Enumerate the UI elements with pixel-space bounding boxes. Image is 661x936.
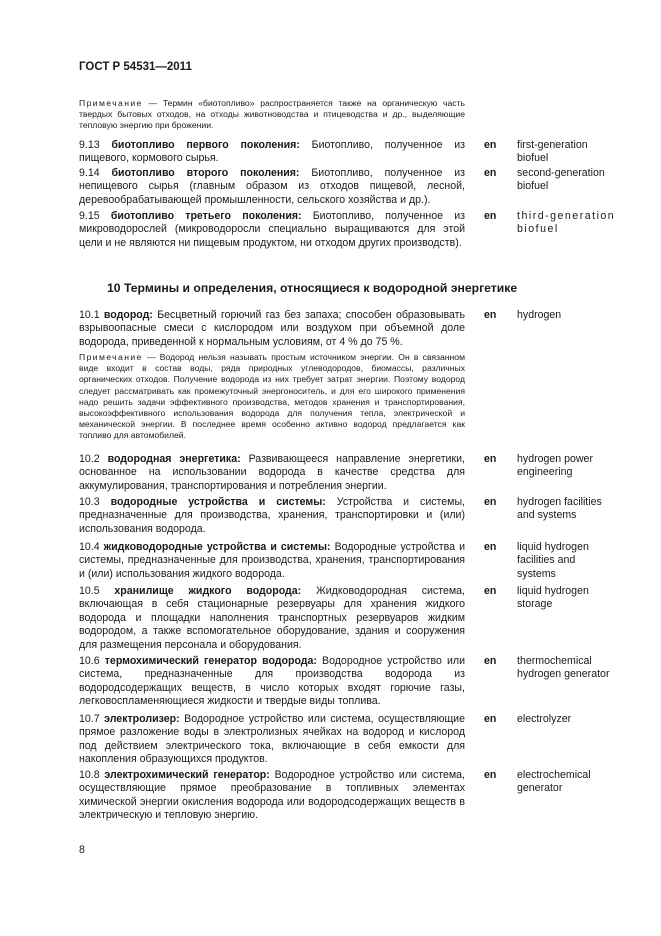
term-name: жидководородные устройства и системы: — [103, 541, 331, 553]
term-number: 10.4 — [79, 541, 100, 553]
lang-code: en — [484, 713, 497, 725]
term-entry-10-3 — [79, 496, 465, 536]
page-number: 8 — [79, 844, 85, 856]
document-header: ГОСТ Р 54531—2011 — [79, 61, 192, 73]
note-text: — Термин «биотопливо» распространяется также на органическую часть твердых бытовых отходов, на отходы животноводства и птицеводства и др., выделяющие тепловую энергию при брожении. — [79, 98, 465, 131]
term-name: биотопливо второго поколения: — [111, 167, 300, 179]
lang-code: en — [484, 309, 497, 321]
english-equivalent: first-generation biofuel — [517, 139, 588, 165]
english-equivalent: electrochemical generator — [517, 769, 591, 795]
english-equivalent: hydrogen — [517, 309, 562, 321]
english-equivalent: hydrogen power engineering — [517, 453, 593, 479]
term-name: электролизер: — [104, 713, 180, 725]
term-entry-10-1 — [79, 309, 465, 349]
note-biofuel — [79, 98, 465, 132]
english-equivalent: liquid hydrogen storage — [517, 585, 589, 611]
term-definition: Биотопливо, полученное из непищевого сырья (главным образом из отходов пищевой, лесной, деревообрабатывающей промышленности, сельского хозяйства и др.). — [79, 167, 465, 206]
term-entry-10-7 — [79, 713, 465, 767]
term-number: 10.2 — [79, 453, 100, 465]
term-definition: Водородное устройство или система, осуществляющие прямое преобразование в топливных элементах химической энергии окисления водорода или водородсодержащих веществ в электрическую и тепловую энергию. — [79, 769, 465, 822]
term-entry-9-14 — [79, 167, 465, 207]
lang-code: en — [484, 167, 497, 179]
term-name: водород: — [103, 309, 153, 321]
term-definition: Водородное устройство или система, осуществляющие прямое разложение воды в электролизных ячейках на водород и кислород под действием электрического тока, включающие в себя емкости для накопления образующихся продуктов. — [79, 713, 465, 766]
term-name: электрохимический генератор: — [104, 769, 270, 781]
section-title: 10 Термины и определения, относящиеся к водородной энергетике — [107, 281, 518, 295]
term-name: биотопливо третьего поколения: — [110, 210, 302, 222]
english-equivalent: thermochemical hydrogen generator — [517, 655, 610, 681]
term-definition: Водородное устройство или система, предназначенные для производства водорода из водородсодержащих веществ, в число которых входят горючие газы, легковоспламеняющиеся жидкости и твердые виды топлива. — [79, 655, 465, 708]
term-definition: Водородные устройства и системы, предназначенные для производства, хранения, транспортирования и (или) использования жидкого водорода. — [79, 541, 465, 580]
term-definition: Устройства и системы, предназначенные для производства, хранения, транспортировки и (или) использования водорода. — [79, 496, 465, 535]
english-equivalent: second-generation biofuel — [517, 167, 605, 193]
term-entry-10-6 — [79, 655, 465, 709]
english-equivalent: liquid hydrogen facilities and systems — [517, 541, 589, 580]
term-definition: Развивающееся направление энергетики, основанное на использовании водорода в качестве средства для аккумулирования, транспортирования и потребления энергии. — [79, 453, 465, 492]
note-text: — Водород нельзя называть простым источником энергии. Он в связанном виде входит в состав воды, ряда природных углеводородов, биомассы, различных органических отходов. Получение водорода из них требует затрат энергии. Поэтому водород следует рассматривать как промежуточный энергоноситель, и для его широкого применения надо решить задачи эффективного производства, методов хранения и транспортирования, высокоэффективного использования водорода для получения тепла, электрической и механической энергии. В последнее время особенно активно водород предлагается как топливо для автомобилей. — [79, 352, 465, 441]
lang-code: en — [484, 585, 497, 597]
term-entry-10-8 — [79, 769, 465, 823]
lang-code: en — [484, 210, 497, 222]
english-equivalent: hydrogen facilities and systems — [517, 496, 602, 522]
term-number: 9.15 — [79, 210, 100, 222]
note-label: Примечание — [79, 98, 143, 108]
term-definition: Бесцветный горючий газ без запаха; способен образовывать взрывоопасные смеси с кислородом или воздухом при объемной доле водорода, приведенной к нормальным условиям, от 4 % до 75 %. — [79, 309, 465, 348]
term-name: термохимический генератор водорода: — [104, 655, 317, 667]
term-name: водородные устройства и системы: — [110, 496, 326, 508]
note-label: Примечание — [79, 352, 143, 362]
lang-code: en — [484, 769, 497, 781]
term-entry-10-2 — [79, 453, 465, 493]
term-name: биотопливо первого поколения: — [111, 139, 300, 151]
english-equivalent: electrolyzer — [517, 713, 572, 725]
english-equivalent: third-generation biofuel — [517, 210, 616, 236]
term-number: 9.14 — [79, 167, 100, 179]
lang-code: en — [484, 496, 497, 508]
term-entry-10-4 — [79, 541, 465, 581]
term-number: 10.3 — [79, 496, 100, 508]
term-name: водородная энергетика: — [107, 453, 241, 465]
term-entry-9-13 — [79, 139, 465, 166]
term-number: 10.6 — [79, 655, 100, 667]
term-number: 10.1 — [79, 309, 100, 321]
lang-code: en — [484, 139, 497, 151]
term-definition: Биотопливо, полученное из микроводорослей (микроводоросли специально выращиваются для этой цели и не являются ни пищевым продуктом, ни отходом других производств). — [79, 210, 465, 249]
term-number: 10.7 — [79, 713, 100, 725]
term-number: 9.13 — [79, 139, 100, 151]
lang-code: en — [484, 453, 497, 465]
term-name: хранилище жидкого водорода: — [114, 585, 302, 597]
term-definition: Жидководородная система, включающая в себя стационарные резервуары для хранения жидкого водорода и площадки наполнения транспортных резервуаров жидким водородом, а также вспомогательное оборудование, здания и сооружения для размещения персонала и оборудования. — [79, 585, 465, 651]
lang-code: en — [484, 541, 497, 553]
term-number: 10.5 — [79, 585, 100, 597]
note-hydrogen — [79, 352, 465, 442]
term-entry-10-5 — [79, 585, 465, 652]
term-entry-9-15 — [79, 210, 465, 250]
term-definition: Биотопливо, полученное из пищевого, кормового сырья. — [79, 139, 466, 165]
term-number: 10.8 — [79, 769, 100, 781]
lang-code: en — [484, 655, 497, 667]
